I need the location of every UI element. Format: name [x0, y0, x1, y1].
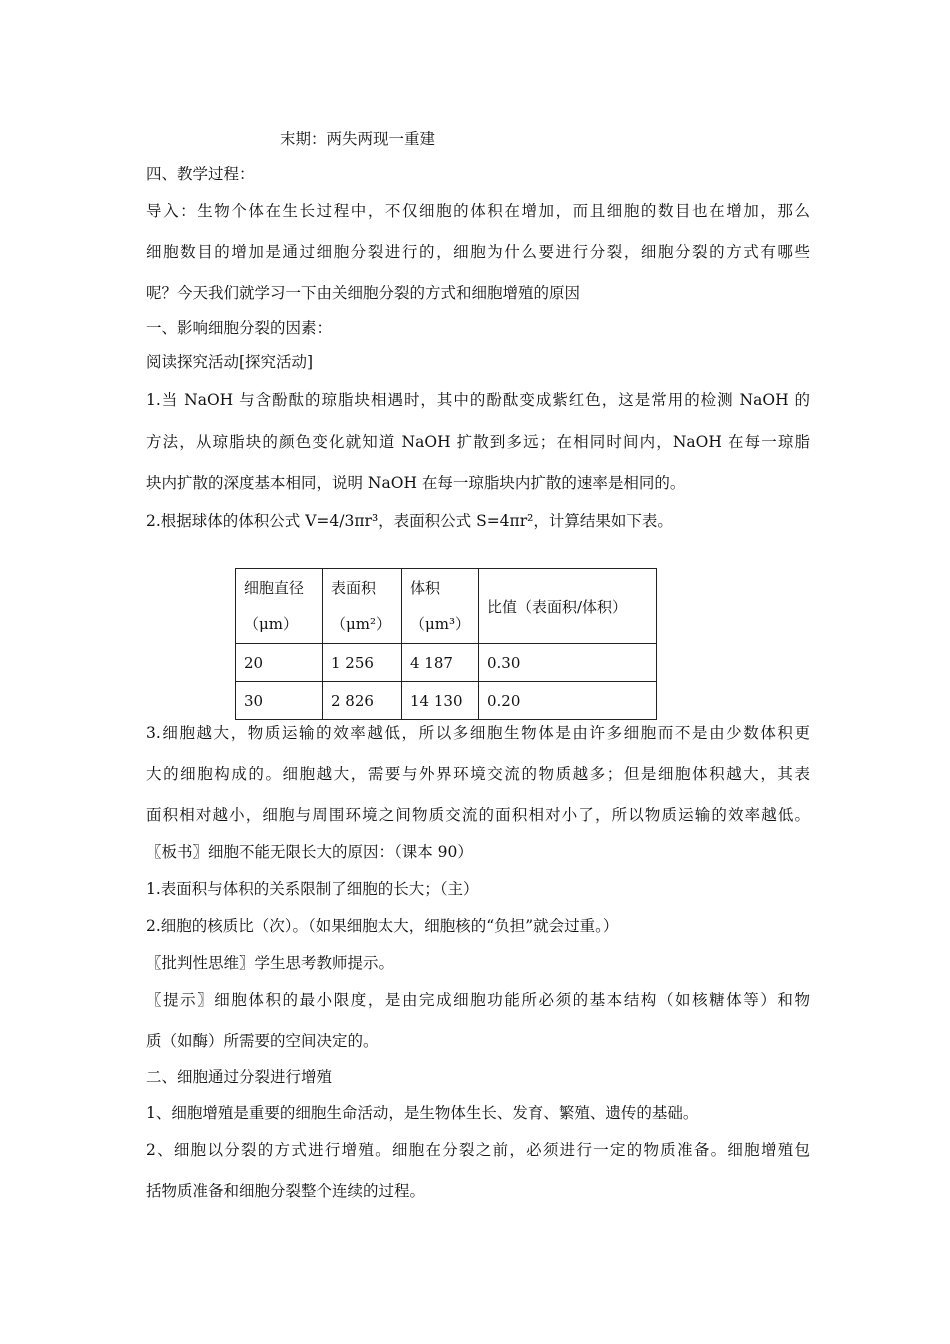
paragraph-line: 导入：生物个体在生长过程中，不仅细胞的体积在增加，而且细胞的数目也在增加，那么	[146, 202, 810, 220]
paragraph-line: 3.细胞越大，物质运输的效率越低，所以多细胞生物体是由许多细胞而不是由少数体积更	[146, 724, 810, 742]
paragraph-line: 2.根据球体的体积公式 V=4/3πr³，表面积公式 S=4πr²，计算结果如下表。	[146, 512, 673, 530]
paragraph-line: 呢？今天我们就学习一下由关细胞分裂的方式和细胞增殖的原因	[146, 284, 581, 302]
table-cell: 2 826	[323, 682, 402, 720]
table-row	[236, 682, 657, 720]
paragraph-line: 块内扩散的深度基本相同，说明 NaOH 在每一琼脂块内扩散的速率是相同的。	[146, 474, 686, 492]
paragraph-line: 2.细胞的核质比（次）。（如果细胞太大，细胞核的“负担”就会过重。）	[146, 917, 619, 935]
paragraph-line: 面积相对越小，细胞与周围环境之间物质交流的面积相对小了，所以物质运输的效率越低。	[146, 806, 810, 824]
table-cell: 0.30	[479, 644, 657, 682]
paragraph-line: 阅读探究活动[探究活动]	[146, 353, 314, 371]
table-header-cell: 比值（表面积/体积）	[479, 569, 657, 644]
paragraph-line: 1、细胞增殖是重要的细胞生命活动，是生物体生长、发育、繁殖、遗传的基础。	[146, 1104, 699, 1122]
section-heading: 一、影响细胞分裂的因素：	[146, 319, 333, 337]
table-cell: 1 256	[323, 644, 402, 682]
paragraph-line: 质（如酶）所需要的空间决定的。	[146, 1032, 379, 1050]
paragraph-line: 括物质准备和细胞分裂整个连续的过程。	[146, 1182, 426, 1200]
table-header-row	[236, 569, 657, 644]
paragraph-line: 细胞数目的增加是通过细胞分裂进行的，细胞为什么要进行分裂，细胞分裂的方式有哪些	[146, 243, 810, 261]
paragraph-line: 2、细胞以分裂的方式进行增殖。细胞在分裂之前，必须进行一定的物质准备。细胞增殖包	[146, 1141, 810, 1159]
table-cell: 14 130	[402, 682, 479, 720]
paragraph-line: 〖批判性思维〗学生思考教师提示。	[146, 954, 395, 972]
paragraph-line: 大的细胞构成的。细胞越大，需要与外界环境交流的物质越多；但是细胞体积越大，其表	[146, 765, 810, 783]
table-cell: 30	[236, 682, 323, 720]
paragraph-line: 〖板书〗细胞不能无限长大的原因：（课本 90）	[146, 843, 473, 861]
table-header-cell: 表面积 （μm²）	[323, 569, 402, 644]
table-cell: 20	[236, 644, 323, 682]
table-header-cell: 体积 （μm³）	[402, 569, 479, 644]
paragraph-line: 末期：两失两现一重建	[280, 130, 436, 148]
paragraph-line: 1.当 NaOH 与含酚酞的琼脂块相遇时，其中的酚酞变成紫红色，这是常用的检测 NaOH 的	[146, 391, 810, 409]
paragraph-line: 方法，从琼脂块的颜色变化就知道 NaOH 扩散到多远；在相同时间内，NaOH 在每一琼脂	[146, 433, 810, 451]
section-heading: 二、细胞通过分裂进行增殖	[146, 1068, 333, 1086]
cell-size-table	[235, 568, 657, 720]
section-heading: 四、教学过程：	[146, 165, 255, 183]
table-cell: 4 187	[402, 644, 479, 682]
table-row	[236, 644, 657, 682]
paragraph-line: 1.表面积与体积的关系限制了细胞的长大；（主）	[146, 880, 479, 898]
paragraph-line: 〖提示〗细胞体积的最小限度，是由完成细胞功能所必须的基本结构（如核糖体等）和物	[146, 991, 810, 1009]
table-header-cell: 细胞直径 （μm）	[236, 569, 323, 644]
table-cell: 0.20	[479, 682, 657, 720]
